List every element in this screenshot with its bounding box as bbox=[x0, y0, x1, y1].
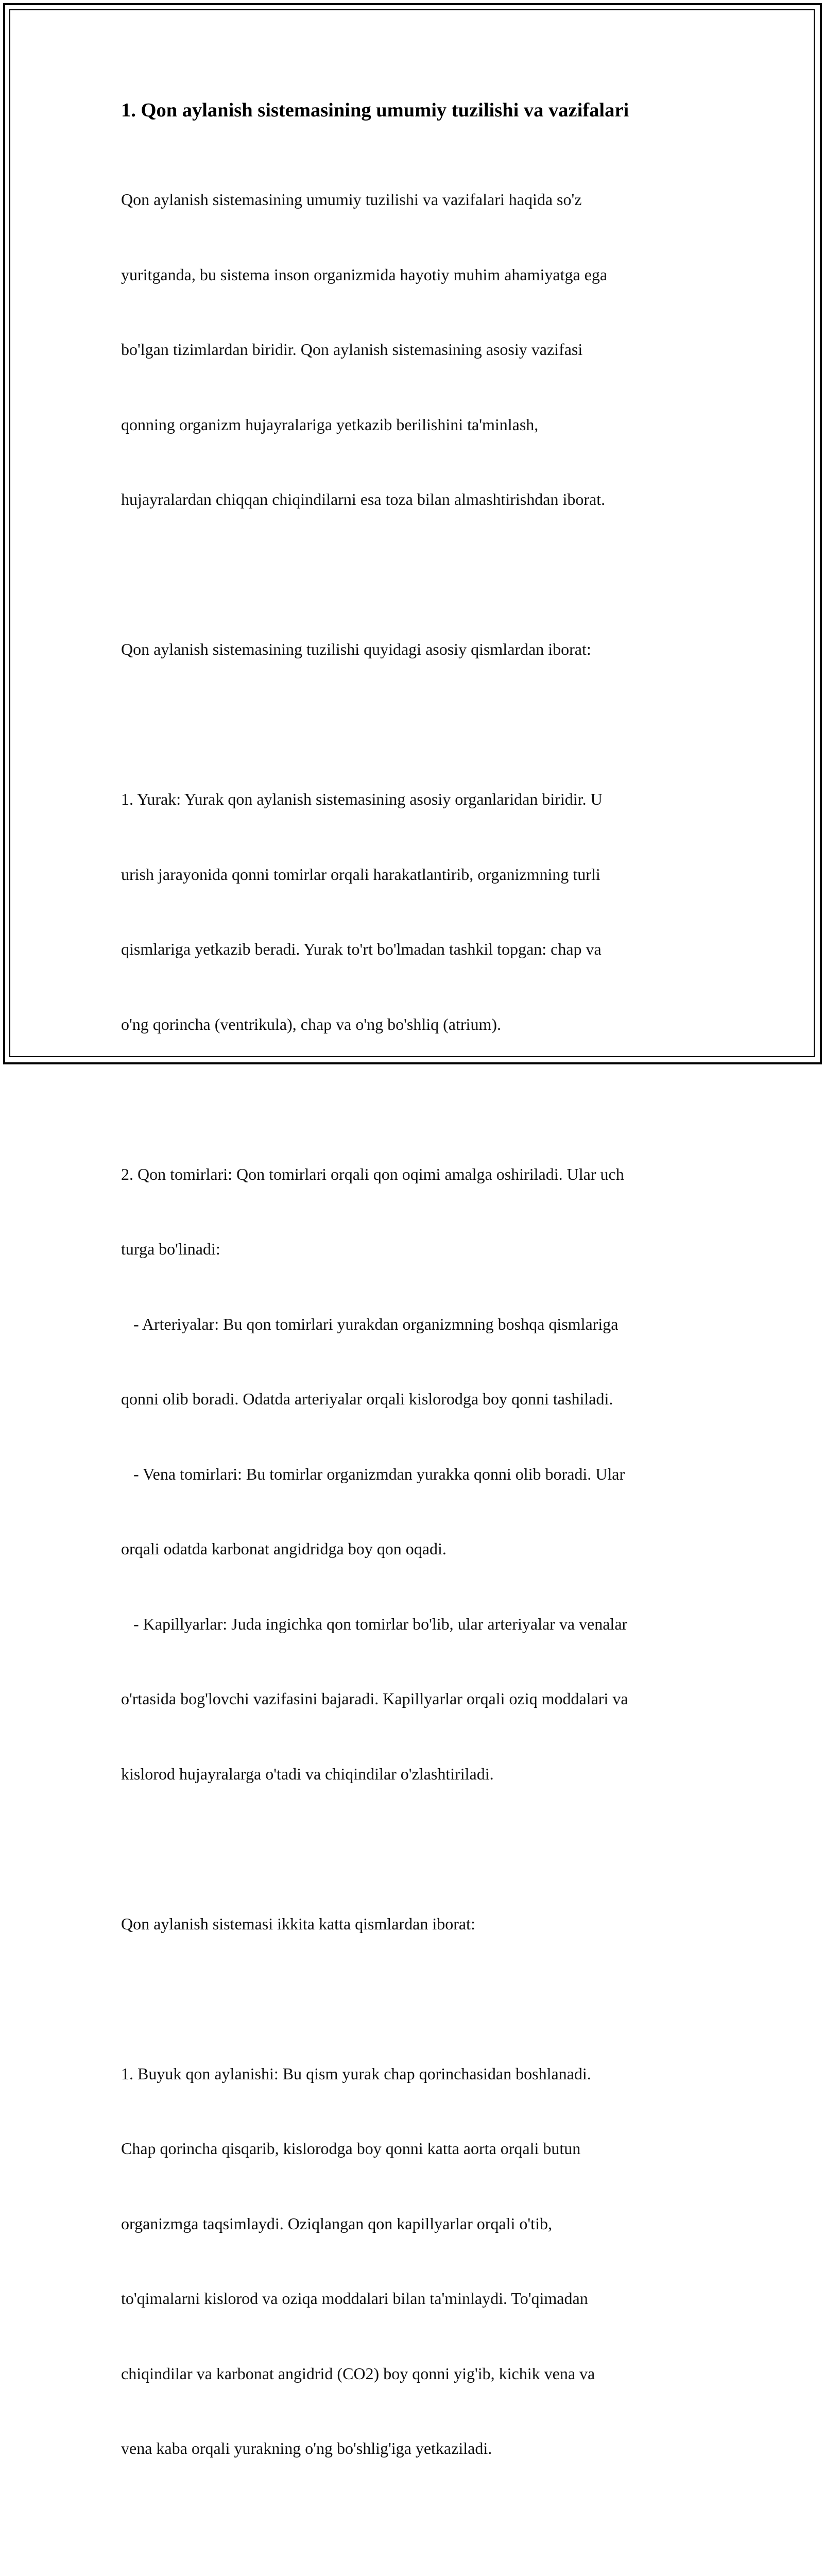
text-line: bo'lgan tizimlardan biridir. Qon aylanish sistemasining asosiy vazifasi bbox=[121, 340, 583, 359]
text-line: qismlariga yetkazib beradi. Yurak to'rt bo'lmadan tashkil topgan: chap va bbox=[121, 940, 602, 958]
text-line: 2. Qon tomirlari: Qon tomirlari orqali qon oqimi amalga oshiriladi. Ular uch bbox=[121, 1164, 624, 1183]
text-line: Qon aylanish sistemasi ikkita katta qismlardan iborat: bbox=[121, 1914, 475, 1933]
text-line: - Arteriyalar: Bu qon tomirlari yurakdan organizmning boshqa qismlariga bbox=[121, 1314, 619, 1333]
text-line: kislorod hujayralarga o'tadi va chiqindilar o'zlashtiriladi. bbox=[121, 1764, 494, 1783]
body-text bbox=[121, 137, 708, 2576]
text-line: Chap qorincha qisqarib, kislorodga boy qonni katta aorta orqali butun bbox=[121, 2139, 581, 2158]
blank-line bbox=[121, 2511, 708, 2536]
text-line: yuritganda, bu sistema inson organizmida hayotiy muhim ahamiyatga ega bbox=[121, 265, 608, 284]
page-title: 1. Qon aylanish sistemasining umumiy tuzilishi va vazifalari bbox=[121, 99, 629, 121]
text-line: 1. Yurak: Yurak qon aylanish sistemasining asosiy organlaridan biridir. U bbox=[121, 790, 603, 808]
blank-line bbox=[121, 562, 708, 587]
blank-line bbox=[121, 1836, 708, 1861]
text-line: o'rtasida bog'lovchi vazifasini bajaradi. Kapillyarlar orqali oziq moddalari va bbox=[121, 1689, 628, 1708]
text-line: 1. Buyuk qon aylanishi: Bu qism yurak chap qorinchasidan boshlanadi. bbox=[121, 2064, 591, 2083]
text-line: hujayralardan chiqqan chiqindilarni esa toza bilan almashtirishdan iborat. bbox=[121, 490, 606, 509]
text-line: urish jarayonida qonni tomirlar orqali harakatlantirib, organizmning turli bbox=[121, 865, 600, 884]
document-body bbox=[121, 95, 708, 2576]
blank-line bbox=[121, 712, 708, 737]
text-line: Qon aylanish sistemasining umumiy tuzilishi va vazifalari haqida so'z bbox=[121, 190, 582, 209]
text-line: qonning organizm hujayralariga yetkazib berilishini ta'minlash, bbox=[121, 415, 539, 434]
text-line: Qon aylanish sistemasining tuzilishi quyidagi asosiy qismlardan iborat: bbox=[121, 640, 591, 658]
text-line: - Kapillyarlar: Juda ingichka qon tomirlar bo'lib, ular arteriyalar va venalar bbox=[121, 1614, 628, 1633]
text-line: organizmga taqsimlaydi. Oziqlangan qon kapillyarlar orqali o'tib, bbox=[121, 2214, 552, 2233]
text-line: qonni olib boradi. Odatda arteriyalar orqali kislorodga boy qonni tashiladi. bbox=[121, 1389, 613, 1408]
text-line: turga bo'linadi: bbox=[121, 1240, 220, 1258]
text-line: to'qimalarni kislorod va oziqa moddalari bilan ta'minlaydi. To'qimadan bbox=[121, 2289, 588, 2308]
text-line: - Vena tomirlari: Bu tomirlar organizmdan yurakka qonni olib boradi. Ular bbox=[121, 1464, 625, 1483]
text-line: o'ng qorincha (ventrikula), chap va o'ng bo'shliq (atrium). bbox=[121, 1014, 501, 1033]
blank-line bbox=[121, 1087, 708, 1112]
text-line: vena kaba orqali yurakning o'ng bo'shlig'iga yetkaziladi. bbox=[121, 2439, 492, 2458]
blank-line bbox=[121, 1986, 708, 2011]
text-line: chiqindilar va karbonat angidrid (CO2) boy qonni yig'ib, kichik vena va bbox=[121, 2364, 595, 2383]
text-line: orqali odatda karbonat angidridga boy qon oqadi. bbox=[121, 1539, 447, 1558]
